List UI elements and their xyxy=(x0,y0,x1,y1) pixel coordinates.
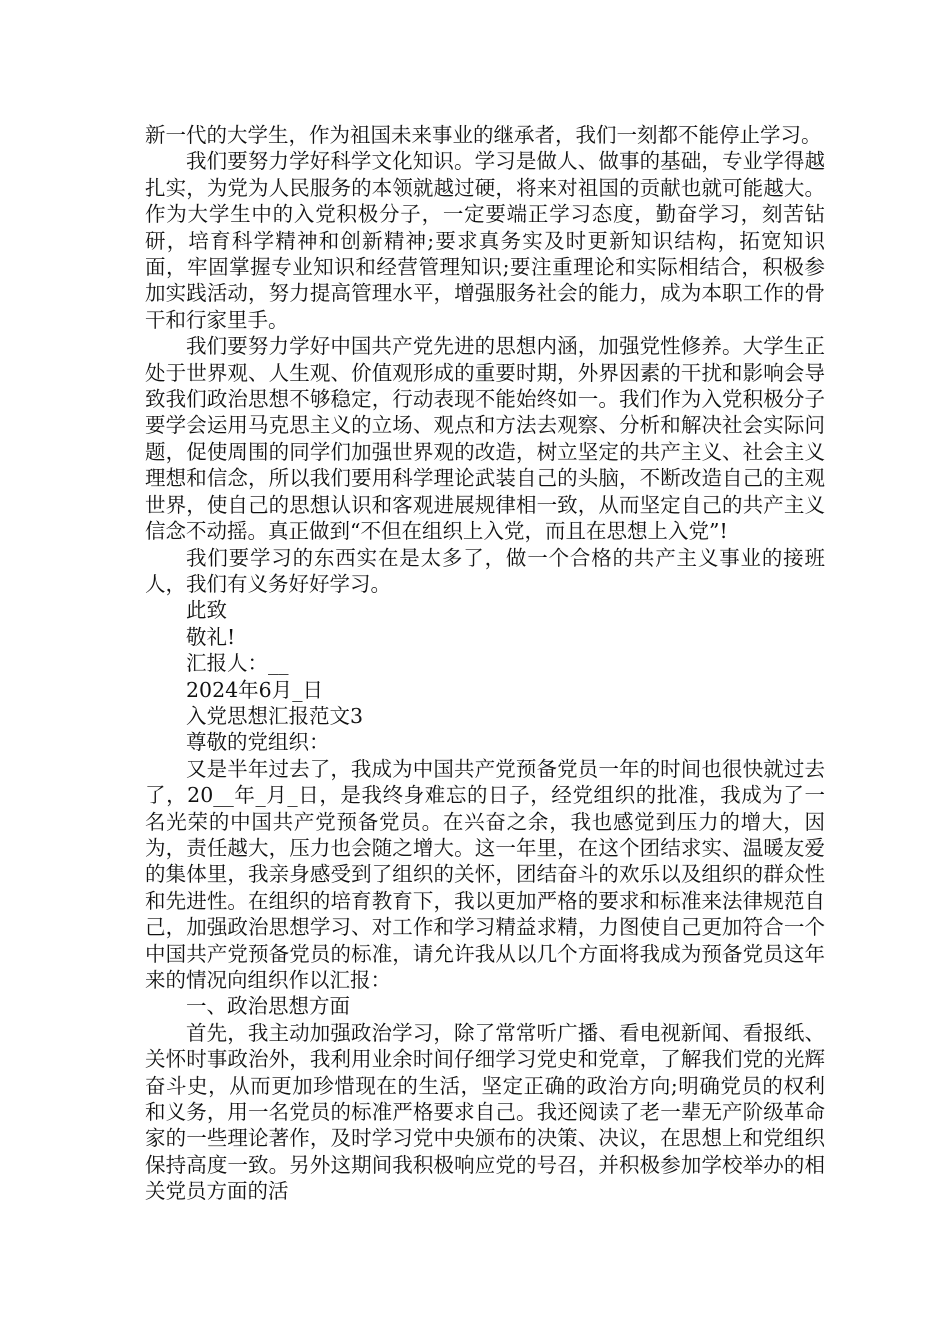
paragraph: 新一代的大学生，作为祖国未来事业的继承者，我们一刻都不能停止学习。 xyxy=(145,123,822,147)
closing-line: 此致 xyxy=(186,598,227,623)
salutation-line: 敬礼! xyxy=(186,624,236,649)
paragraph: 又是半年过去了，我成为中国共产党预备党员一年的时间也很快就过去了，20__年_月_日，是我终身难忘的日子，经党组织的批准，我成为了一名光荣的中国共产党预备党员。在兴奋之余，我也感觉到压力的增大，因为，责任越大，压力也会随之增大。这一年里，在这个团结求实、温暖友爱的集体里，我亲身感受到了组织的关怀，团结奋斗的欢乐以及组织的群众性和先进性。在组织的培育教育下，我以更加严格的要求和标准来法律规范自己，加强政治思想学习、对工作和学习精益求精，力图使自己更加符合一个中国共产党预备党员的标准，请允许我从以几个方面将我成为预备党员这年来的情况向组织作以汇报： xyxy=(145,756,825,992)
paragraph: 我们要努力学好科学文化知识。学习是做人、做事的基础，专业学得越扎实，为党为人民服务的本领就越过硬，将来对祖国的贡献也就可能越大。作为大学生中的入党积极分子，一定要端正学习态度，勤奋学习，刻苦钻研，培育科学精神和创新精神;要求真务实及时更新知识结构，拓宽知识面，牢固掌握专业知识和经营管理知识;要注重理论和实际相结合，积极参加实践活动，努力提高管理水平，增强服务社会的能力，成为本职工作的骨干和行家里手。 xyxy=(145,149,825,332)
document-body xyxy=(145,122,825,1205)
section-title: 入党思想汇报范文3 xyxy=(186,703,364,728)
date-line: 2024年6月_日 xyxy=(186,677,323,702)
paragraph: 我们要努力学好中国共产党先进的思想内涵，加强党性修养。大学生正处于世界观、人生观、价值观形成的重要时期，外界因素的干扰和影响会导致我们政治思想不够稳定，行动表现不能始终如一。我们作为入党积极分子要学会运用马克思主义的立场、观点和方法去观察、分析和解决社会实际问题，促使周围的同学们加强世界观的改造，树立坚定的共产主义、社会主义理想和信念，所以我们要用科学理论武装自己的头脑，不断改造自己的主观世界，使自己的思想认识和客观进展规律相一致，从而坚定自己的共产主义信念不动摇。真正做到“不但在组织上入党，而且在思想上入党”! xyxy=(145,334,825,544)
paragraph: 首先，我主动加强政治学习，除了常常听广播、看电视新闻、看报纸、关怀时事政治外，我利用业余时间仔细学习党史和党章，了解我们党的光辉奋斗史，从而更加珍惜现在的生活，坚定正确的政治方向;明确党员的权利和义务，用一名党员的标准严格要求自己。我还阅读了老一辈无产阶级革命家的一些理论著作，及时学习党中央颁布的决策、决议，在思想上和党组织保持高度一致。另外这期间我积极响应党的号召，并积极参加学校举办的相关党员方面的活 xyxy=(145,1020,825,1204)
reporter-line: 汇报人：__ xyxy=(186,651,289,676)
section-heading: 一、政治思想方面 xyxy=(186,994,350,1019)
paragraph: 我们要学习的东西实在是太多了，做一个合格的共产主义事业的接班人，我们有义务好好学习。 xyxy=(145,545,825,596)
greeting-line: 尊敬的党组织： xyxy=(186,730,330,755)
